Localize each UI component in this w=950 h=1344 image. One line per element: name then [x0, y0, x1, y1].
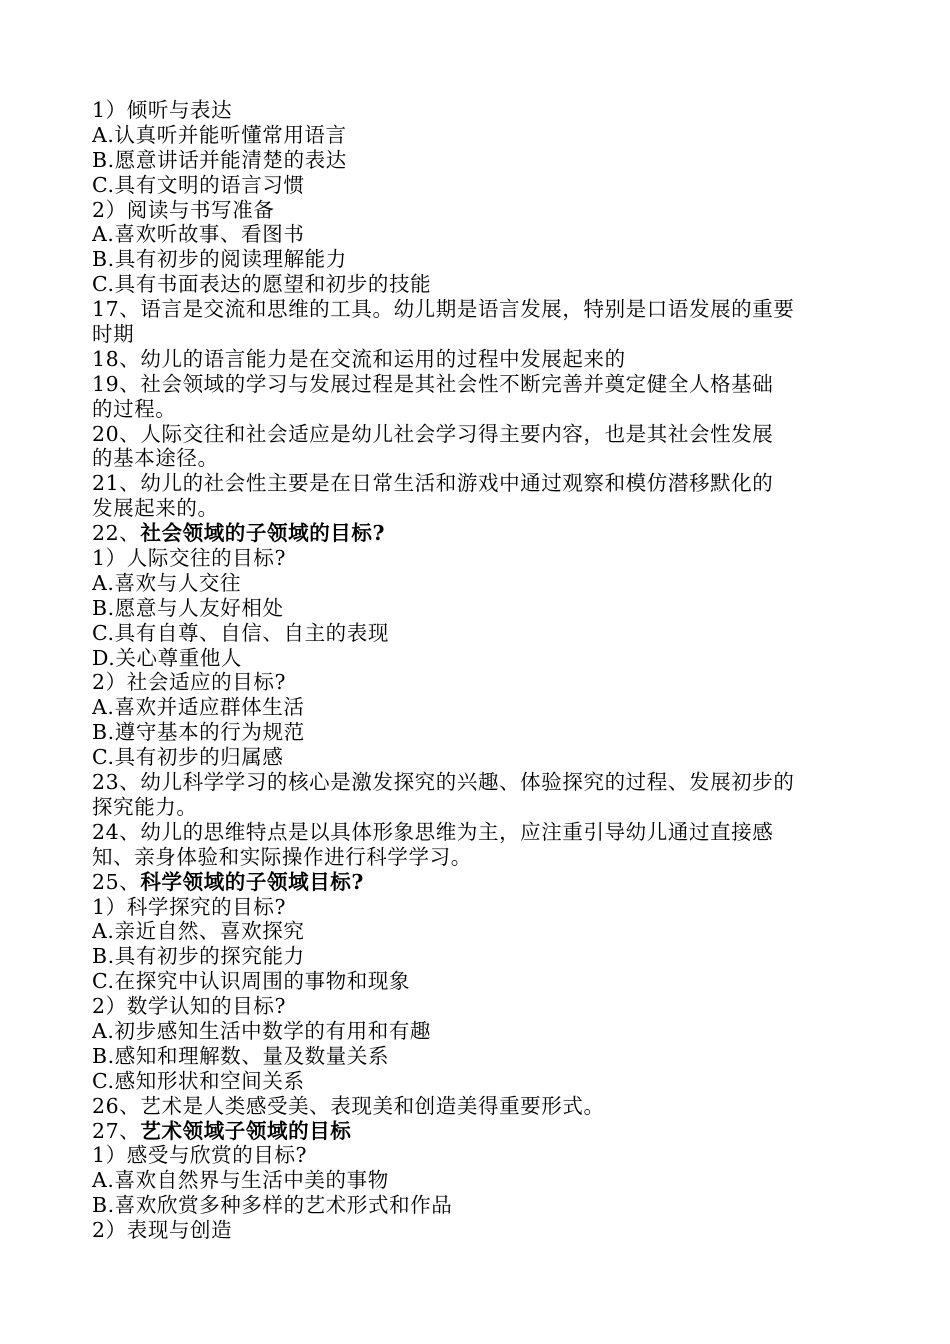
- text-line: 1）感受与欣赏的目标?: [92, 1143, 308, 1168]
- text-line: B.喜欢欣赏多种多样的艺术形式和作品: [92, 1193, 453, 1218]
- section-heading: [92, 870, 862, 895]
- text-line: 探究能力。: [92, 794, 198, 819]
- text-line: C.具有自尊、自信、自主的表现: [92, 620, 389, 645]
- text-line: A.初步感知生活中数学的有用和有趣: [92, 1018, 432, 1043]
- text-line: C.在探究中认识周围的事物和现象: [92, 969, 411, 994]
- text-line: 1）科学探究的目标?: [92, 894, 287, 919]
- text-line: B.具有初步的阅读理解能力: [92, 247, 347, 272]
- text-line: A.亲近自然、喜欢探究: [92, 919, 305, 944]
- text-line: 2）表现与创造: [92, 1218, 233, 1243]
- text-line: 2）阅读与书写准备: [92, 197, 275, 222]
- section-heading: [92, 521, 862, 546]
- text-line: B.遵守基本的行为规范: [92, 720, 305, 745]
- heading-text: 艺术领域子领域的目标: [140, 1118, 352, 1143]
- text-line: 1）人际交往的目标?: [92, 546, 287, 571]
- text-line: 1）倾听与表达: [92, 98, 233, 122]
- text-line: 24、幼儿的思维特点是以具体形象思维为主，应注重引导幼儿通过直接感: [92, 819, 774, 844]
- heading-number: 27、: [92, 1118, 141, 1143]
- text-line: B.感知和理解数、量及数量关系: [92, 1043, 390, 1068]
- text-line: B.愿意讲话并能清楚的表达: [92, 147, 347, 172]
- text-line: C.具有初步的归属感: [92, 745, 284, 770]
- heading-text: 社会领域的子领域的目标?: [140, 521, 386, 546]
- text-line: 23、幼儿科学学习的核心是激发探究的兴趣、体验探究的过程、发展初步的: [92, 770, 795, 795]
- text-line: 17、语言是交流和思维的工具。幼儿期是语言发展，特别是口语发展的重要: [92, 297, 795, 322]
- text-line: A.喜欢并适应群体生活: [92, 695, 305, 720]
- text-line: 21、幼儿的社会性主要是在日常生活和游戏中通过观察和模仿潜移默化的: [92, 471, 774, 496]
- text-line: D.关心尊重他人: [92, 645, 243, 670]
- heading-number: 25、: [92, 869, 141, 894]
- text-line: A.喜欢听故事、看图书: [92, 222, 305, 247]
- text-line: 20、人际交往和社会适应是幼儿社会学习得主要内容，也是其社会性发展: [92, 421, 774, 446]
- heading-text: 科学领域的子领域目标?: [140, 869, 365, 894]
- text-line: 时期: [92, 322, 135, 347]
- text-line: C.具有书面表达的愿望和初步的技能: [92, 272, 432, 297]
- text-line: 18、幼儿的语言能力是在交流和运用的过程中发展起来的: [92, 346, 626, 371]
- text-line: 发展起来的。: [92, 496, 219, 521]
- section-heading: [92, 1119, 862, 1144]
- text-line: 的过程。: [92, 396, 177, 421]
- heading-number: 22、: [92, 521, 141, 546]
- text-line: 的基本途径。: [92, 446, 219, 471]
- text-line: C.感知形状和空间关系: [92, 1068, 305, 1093]
- document-page: [92, 98, 862, 1243]
- text-line: B.愿意与人友好相处: [92, 595, 284, 620]
- text-line: 26、艺术是人类感受美、表现美和创造美得重要形式。: [92, 1093, 605, 1118]
- text-line: B.具有初步的探究能力: [92, 944, 305, 969]
- text-line: A.认真听并能听懂常用语言: [92, 122, 347, 147]
- text-line: A.喜欢自然界与生活中美的事物: [92, 1168, 389, 1193]
- text-line: A.喜欢与人交往: [92, 570, 242, 595]
- text-line: 知、亲身体验和实际操作进行科学学习。: [92, 844, 472, 869]
- text-line: 19、社会领域的学习与发展过程是其社会性不断完善并奠定健全人格基础: [92, 371, 774, 396]
- text-line: 2）社会适应的目标?: [92, 670, 287, 695]
- text-line: 2）数学认知的目标?: [92, 994, 287, 1019]
- text-line: C.具有文明的语言习惯: [92, 172, 305, 197]
